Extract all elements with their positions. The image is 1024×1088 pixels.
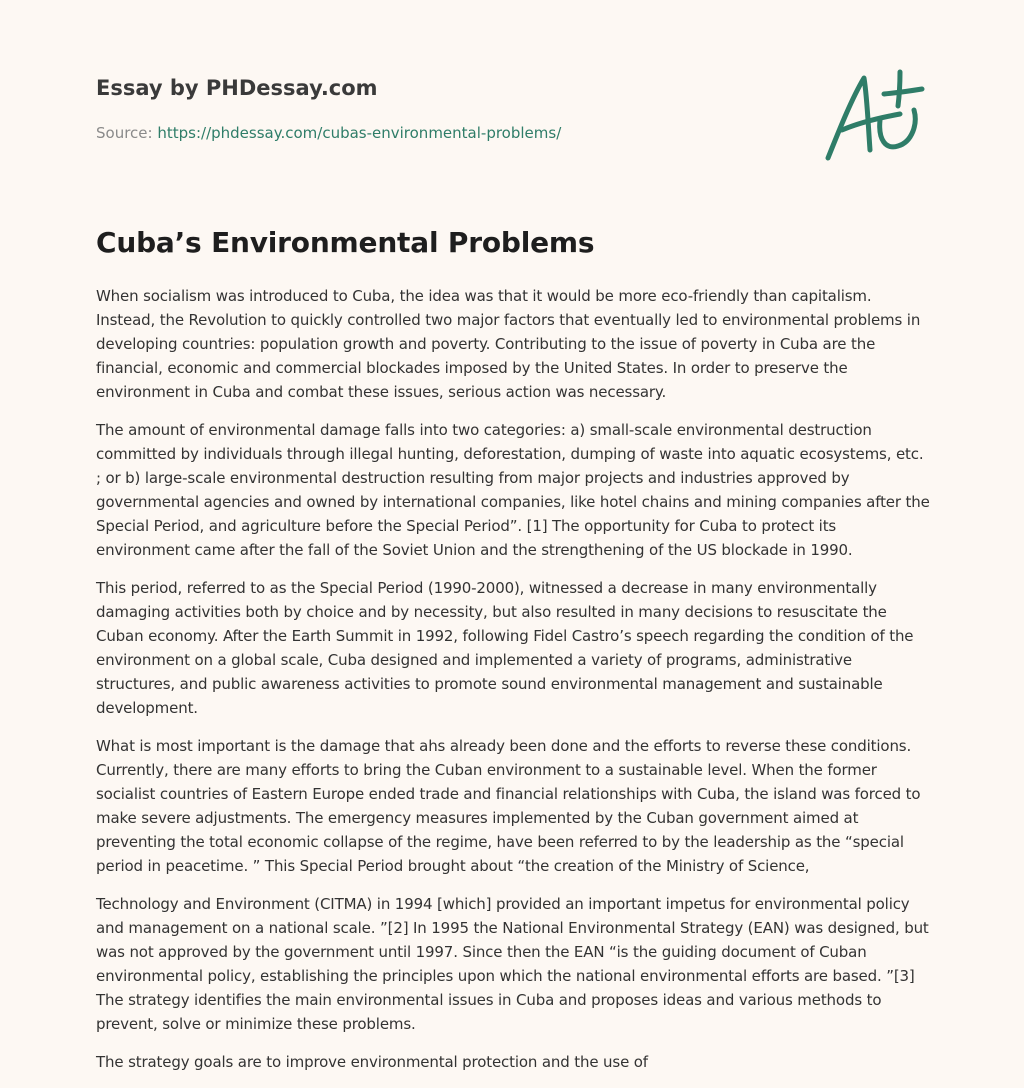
essay-body — [96, 284, 932, 1088]
essay-paragraph: The strategy goals are to improve environmental protection and the use of — [96, 1053, 648, 1071]
essay-paragraph: This period, referred to as the Special Period (1990-2000), witnessed a decrease in many environmentally damaging activities both by choice and by necessity, but also resulted in many decisions to resuscitate the Cuban economy. After the Earth Summit in 1992, following Fidel Castro’s speech regarding the condition of the environment on a global scale, Cuba designed and implemented a variety of programs, administrative structures, and public awareness activities to promote sound environmental management and sustainable development. — [96, 579, 914, 717]
essay-paragraph: What is most important is the damage that ahs already been done and the efforts to reverse these conditions. Currently, there are many efforts to bring the Cuban environment to a sustainable level. When the former socialist countries of Eastern Europe ended trade and financial relationships with Cuba, the island was forced to make severe adjustments. The emergency measures implemented by the Cuban government aimed at preventing the total economic collapse of the regime, have been referred to by the leadership as the “special period in peacetime. ” This Special Period brought about “the creation of the Ministry of Science, — [96, 737, 921, 875]
source-link[interactable]: https://phdessay.com/cubas-environmental-problems/ — [157, 124, 562, 142]
site-brand: Essay by PHDessay.com — [96, 76, 378, 100]
essay-title: Cuba’s Environmental Problems — [96, 226, 595, 259]
essay-paragraph: When socialism was introduced to Cuba, the idea was that it would be more eco-friendly than capitalism. Instead, the Revolution to quickly controlled two major factors that eventually led to environmental problems in developing countries: population growth and poverty. Contributing to the issue of poverty in Cuba are the financial, economic and commercial blockades imposed by the United States. In order to preserve the environment in Cuba and combat these issues, serious action was necessary. — [96, 287, 921, 401]
essay-paragraph: Technology and Environment (CITMA) in 1994 [which] provided an important impetus for environmental policy and management on a national scale. ”[2] In 1995 the National Environmental Strategy (EAN) was designed, but was not approved by the government until 1997. Since then the EAN “is the guiding document of Cuban environmental policy, establishing the principles upon which the national environmental efforts are based. ”[3] The strategy identifies the main environmental issues in Cuba and proposes ideas and various methods to prevent, solve or minimize these problems. — [96, 895, 929, 1033]
essay-paragraph: The amount of environmental damage falls into two categories: a) small-scale environmental destruction committed by individuals through illegal hunting, deforestation, dumping of waste into aquatic ecosystems, etc. ; or b) large-scale environmental destruction resulting from major projects and industries approved by governmental agencies and owned by international companies, like hotel chains and mining companies after the Special Period, and agriculture before the Special Period”. [1] The opportunity for Cuba to protect its environment came after the fall of the Soviet Union and the strengthening of the US blockade in 1990. — [96, 421, 930, 559]
source-line — [96, 124, 561, 142]
a-plus-logo-icon — [818, 66, 930, 166]
source-label: Source: — [96, 124, 153, 142]
